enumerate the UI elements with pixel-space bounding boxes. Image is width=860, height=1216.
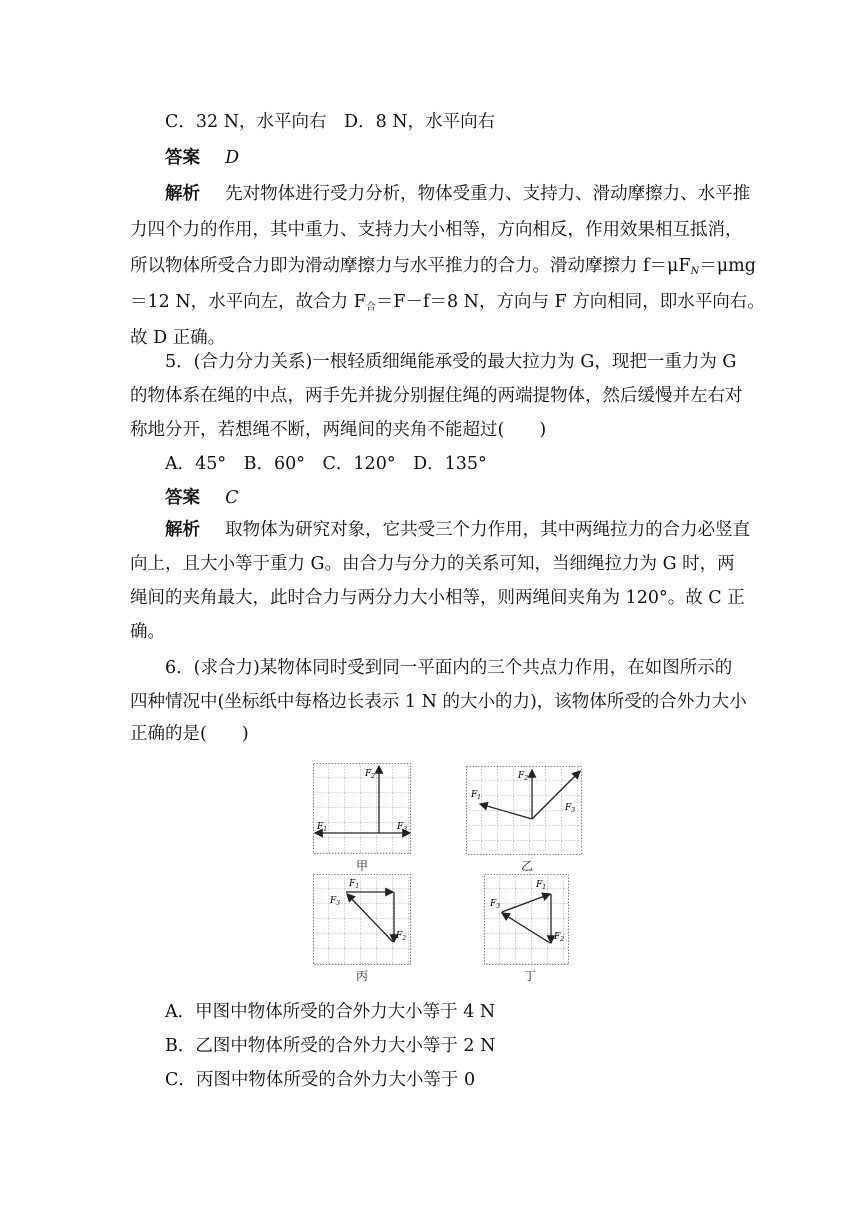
q6-stem-line-3: 正确的是( ) <box>130 724 249 744</box>
analysis-text: 取物体为研究对象，它共受三个力作用，其中两绳拉力的合力必竖直 <box>225 520 751 540</box>
caption-ding: 丁 <box>524 969 537 983</box>
q5-analysis-line-2 <box>130 552 735 576</box>
q6-option-b: B．乙图中物体所受的合外力大小等于 2 N <box>165 1036 496 1056</box>
subscript: N <box>690 266 700 277</box>
q4-options-cd: C．32 N，水平向右 D．8 N，水平向右 <box>165 112 496 132</box>
analysis-label: 解析 <box>165 184 200 204</box>
figure-ding <box>484 874 572 966</box>
q5-stem-line-1: 5．(合力分力关系)一根轻质细绳能承受的最大拉力为 G，现把一重力为 G <box>165 352 737 372</box>
analysis-text: ＝12 N，水平向左，故合力 F <box>130 292 366 312</box>
svg-text:F2: $F_2$ <box>365 769 376 780</box>
q5-options: A．45° B．60° C．120° D．135° <box>165 454 487 474</box>
q4-answer <box>165 146 239 170</box>
analysis-text: 先对物体进行受力分析，物体受重力、支持力、滑动摩擦力、水平推 <box>225 184 751 204</box>
figure-jia <box>313 763 413 855</box>
svg-text:F3: $F_3$ <box>565 803 576 814</box>
svg-text:F3: $F_3$ <box>490 899 501 910</box>
stem-text: 四种情况中(坐标纸中每格边长表示 1 N 的大小的力)，该物体所受的合外力大小 <box>130 692 747 712</box>
svg-text:F2: $F_2$ <box>554 932 565 943</box>
q6-option-a: A．甲图中物体所受的合外力大小等于 4 N <box>165 1002 496 1022</box>
answer-value: D <box>225 148 240 168</box>
q5-analysis-line-4: 确。 <box>130 622 165 642</box>
analysis-text: 绳间的夹角最大，此时合力与两分力大小相等，则两绳间夹角为 120°。故 C 正 <box>130 588 745 608</box>
analysis-text: ＝F－f＝8 N，方向与 F 方向相同，即水平向右。 <box>375 292 765 312</box>
svg-text:F1: $F_1$ <box>349 879 360 890</box>
caption-bing: 丙 <box>356 969 369 983</box>
subscript: 合 <box>365 302 376 313</box>
q4-analysis-line-1 <box>165 182 750 206</box>
q6-option-c: C．丙图中物体所受的合外力大小等于 0 <box>165 1070 476 1090</box>
caption-jia: 甲 <box>356 859 369 873</box>
analysis-text: 力四个力的作用，其中重力、支持力大小相等，方向相反，作用效果相互抵消， <box>130 220 743 240</box>
q5-answer <box>165 486 239 510</box>
q5-analysis-line-1 <box>165 518 750 542</box>
stem-text: 的物体系在绳的中点，两手先并拢分别握住绳的两端提物体，然后缓慢并左右对 <box>130 386 743 406</box>
q4-analysis-line-2 <box>130 218 743 242</box>
q6-stem-line-2 <box>130 690 747 714</box>
analysis-text: 向上，且大小等于重力 G。由合力与分力的关系可知，当细绳拉力为 G 时，两 <box>130 554 735 574</box>
figure-bing <box>313 874 413 966</box>
analysis-text: ＝μmg <box>699 256 756 276</box>
q5-analysis-line-3 <box>130 586 745 610</box>
q5-stem-line-2 <box>130 384 743 408</box>
q6-stem-line-1: 6．(求合力)某物体同时受到同一平面内的三个共点力作用，在如图所示的 <box>165 658 733 678</box>
q4-analysis-line-3 <box>130 254 756 284</box>
svg-text:F3: $F_3$ <box>330 896 341 907</box>
answer-value: C <box>225 488 239 508</box>
answer-label: 答案 <box>165 148 200 168</box>
figure-yi <box>466 766 584 856</box>
svg-text:F2: $F_2$ <box>396 931 407 942</box>
q4-analysis-line-4 <box>130 290 765 320</box>
analysis-text: 所以物体所受合力即为滑动摩擦力与水平推力的合力。滑动摩擦力 f＝μF <box>130 256 691 276</box>
svg-text:F1: $F_1$ <box>471 790 482 801</box>
svg-text:F2: $F_2$ <box>518 771 529 782</box>
svg-text:F3: $F_3$ <box>397 822 408 833</box>
q5-stem-line-3: 称地分开，若想绳不断，两绳间的夹角不能超过( ) <box>130 420 547 440</box>
answer-label: 答案 <box>165 488 200 508</box>
svg-text:F1: $F_1$ <box>536 880 547 891</box>
q4-analysis-line-5: 故 D 正确。 <box>130 328 226 348</box>
caption-yi: 乙 <box>521 859 534 873</box>
analysis-label: 解析 <box>165 520 200 540</box>
svg-text:F1: $F_1$ <box>317 822 328 833</box>
